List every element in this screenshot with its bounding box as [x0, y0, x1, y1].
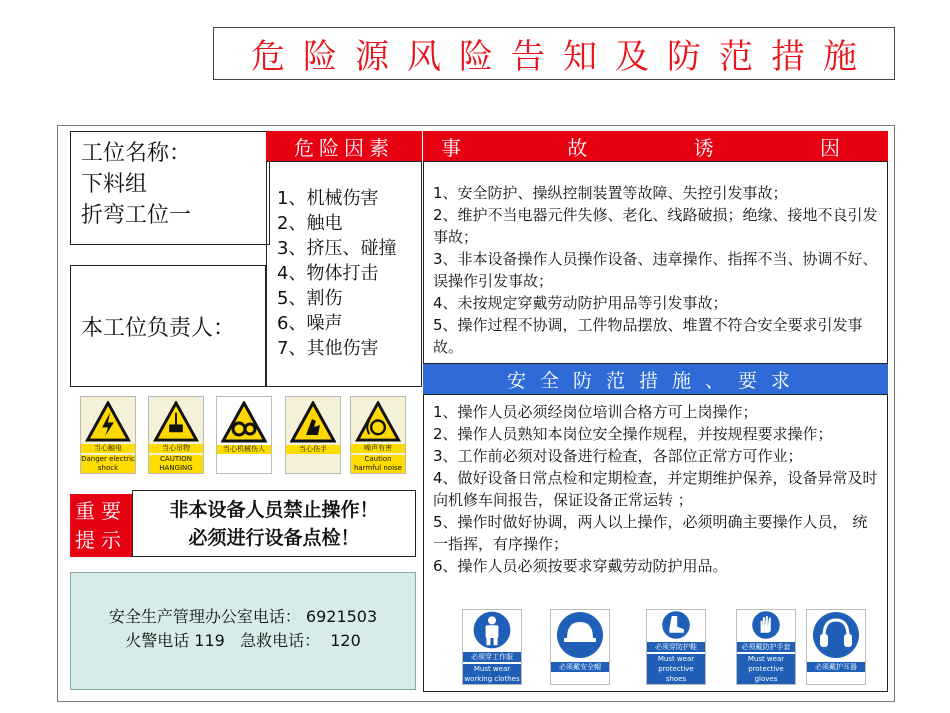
measure-item: 6、操作人员必须按要求穿戴劳动防护用品。: [433, 557, 728, 575]
mandatory-sign-sub: Must wear working clothes: [464, 665, 520, 683]
page-title: 危险源风险告知及防范措施: [251, 37, 875, 77]
measure-header: 安全防范措施、要求: [423, 364, 888, 394]
machinery-icon: [221, 401, 267, 443]
mandatory-sign-label: 必须穿防护鞋: [647, 642, 705, 652]
warning-sign-sub: Caution harmful noise: [351, 455, 405, 473]
measure-item: 3、工作前必须对设备进行检查，各部位正常方可作业；: [433, 447, 803, 465]
ear-protector-icon: [811, 610, 861, 660]
mandatory-sign-clothes: [462, 609, 522, 685]
notice-line-2: 必须进行设备点检！: [188, 527, 360, 549]
measure-item: 1、操作人员必须经岗位培训合格方可上岗操作；: [433, 403, 758, 421]
station-label: 工位名称：: [81, 141, 192, 166]
title-box: [213, 27, 895, 80]
cause-item: 4、未按规定穿戴劳动防护用品等引发事故；: [433, 294, 728, 312]
station-position: 折弯工位一: [81, 203, 192, 228]
phone-line-2: 火警电话 119 急救电话： 120: [125, 631, 361, 650]
measure-item: 2、操作人员熟知本岗位安全操作规程，并按规程要求操作；: [433, 425, 833, 443]
work-clothes-icon: [467, 610, 517, 650]
owner-box: [70, 265, 266, 387]
mandatory-sign-label: 必须戴安全帽: [551, 662, 609, 672]
hazard-header: 危险因素: [266, 131, 422, 161]
measure-item: 4、做好设备日常点检和定期检查，并定期维护保养，设备异常及时向机修车间报告，保证设备正常运转 ；: [433, 469, 878, 509]
notice-line-1: 非本设备人员禁止操作！: [169, 499, 379, 521]
mandatory-sign-ear: [806, 609, 866, 685]
warning-sign-sub: CAUTION HANGING: [149, 455, 203, 473]
warning-sign-label: 噪声有害: [351, 444, 405, 453]
station-box: [70, 131, 270, 245]
notice-label-bottom: 提示: [75, 528, 127, 552]
hazard-list: [266, 161, 422, 387]
phone-box: [70, 572, 416, 690]
warning-sign-label: 当心触电: [81, 444, 135, 453]
warning-sign-label: 当心伤手: [286, 445, 340, 454]
cause-item: 5、操作过程不协调，工件物品摆放、堆置不符合安全要求引发事故。: [433, 316, 863, 356]
cause-item: 2、维护不当电器元件失修、老化、线路破损；绝缘、接地不良引发事故；: [433, 206, 878, 246]
warning-sign-sub: Danger electric shock: [81, 455, 135, 472]
hand-injury-icon: [290, 401, 336, 443]
important-notice-label: [70, 494, 132, 557]
warning-sign-label: 当心机械伤人: [217, 445, 271, 454]
warning-sign-electric: [80, 396, 136, 474]
warning-sign-machinery: [216, 396, 272, 474]
mandatory-sign-helmet: [550, 609, 610, 685]
hazard-item: 6、噪声: [277, 313, 343, 334]
mandatory-sign-shoes: [646, 609, 706, 685]
mandatory-sign-gloves: [736, 609, 796, 685]
notice-label-top: 重要: [75, 499, 127, 523]
warning-sign-noise: [350, 396, 406, 474]
cause-item: 3、非本设备操作人员操作设备、违章操作、指挥不当、协调不好、误操作引发事故；: [433, 250, 878, 290]
mandatory-sign-sub: Must wear protective shoes: [647, 654, 705, 684]
warning-sign-hand: [285, 396, 341, 474]
safety-helmet-icon: [555, 610, 605, 660]
hazard-item: 7、其他伤害: [277, 338, 379, 359]
station-group: 下料组: [81, 172, 148, 197]
hanging-load-icon: [153, 401, 199, 442]
electric-shock-icon: [85, 401, 131, 442]
hazard-item: 1、机械伤害: [277, 188, 379, 209]
noise-icon: [355, 401, 401, 442]
mandatory-sign-label: 必须戴防护手套: [737, 642, 795, 652]
cause-list: [423, 161, 888, 364]
hazard-item: 2、触电: [277, 213, 343, 234]
hazard-item: 5、割伤: [277, 288, 343, 309]
mandatory-sign-label: 必须戴护耳器: [807, 662, 865, 672]
mandatory-sign-sub: Must wear protective gloves: [737, 654, 795, 684]
protective-gloves-icon: [741, 610, 791, 640]
phone-line-1: 安全生产管理办公室电话： 6921503: [108, 607, 378, 626]
measure-item: 5、操作时做好协调，两人以上操作，必须明确主要操作人员， 统一指挥，有序操作；: [433, 513, 868, 553]
hazard-item: 4、物体打击: [277, 263, 379, 284]
cause-header: 事 故 诱 因: [423, 131, 888, 161]
protective-shoes-icon: [651, 610, 701, 640]
mandatory-sign-label: 必须穿工作服: [463, 652, 521, 662]
warning-sign-hanging: [148, 396, 204, 474]
cause-item: 1、安全防护、操纵控制装置等故障、失控引发事故；: [433, 184, 788, 202]
owner-label: 本工位负责人：: [81, 315, 236, 341]
hazard-item: 3、挤压、碰撞: [277, 238, 397, 259]
warning-sign-label: 当心吊物: [149, 444, 203, 453]
important-notice-box: [132, 490, 416, 557]
